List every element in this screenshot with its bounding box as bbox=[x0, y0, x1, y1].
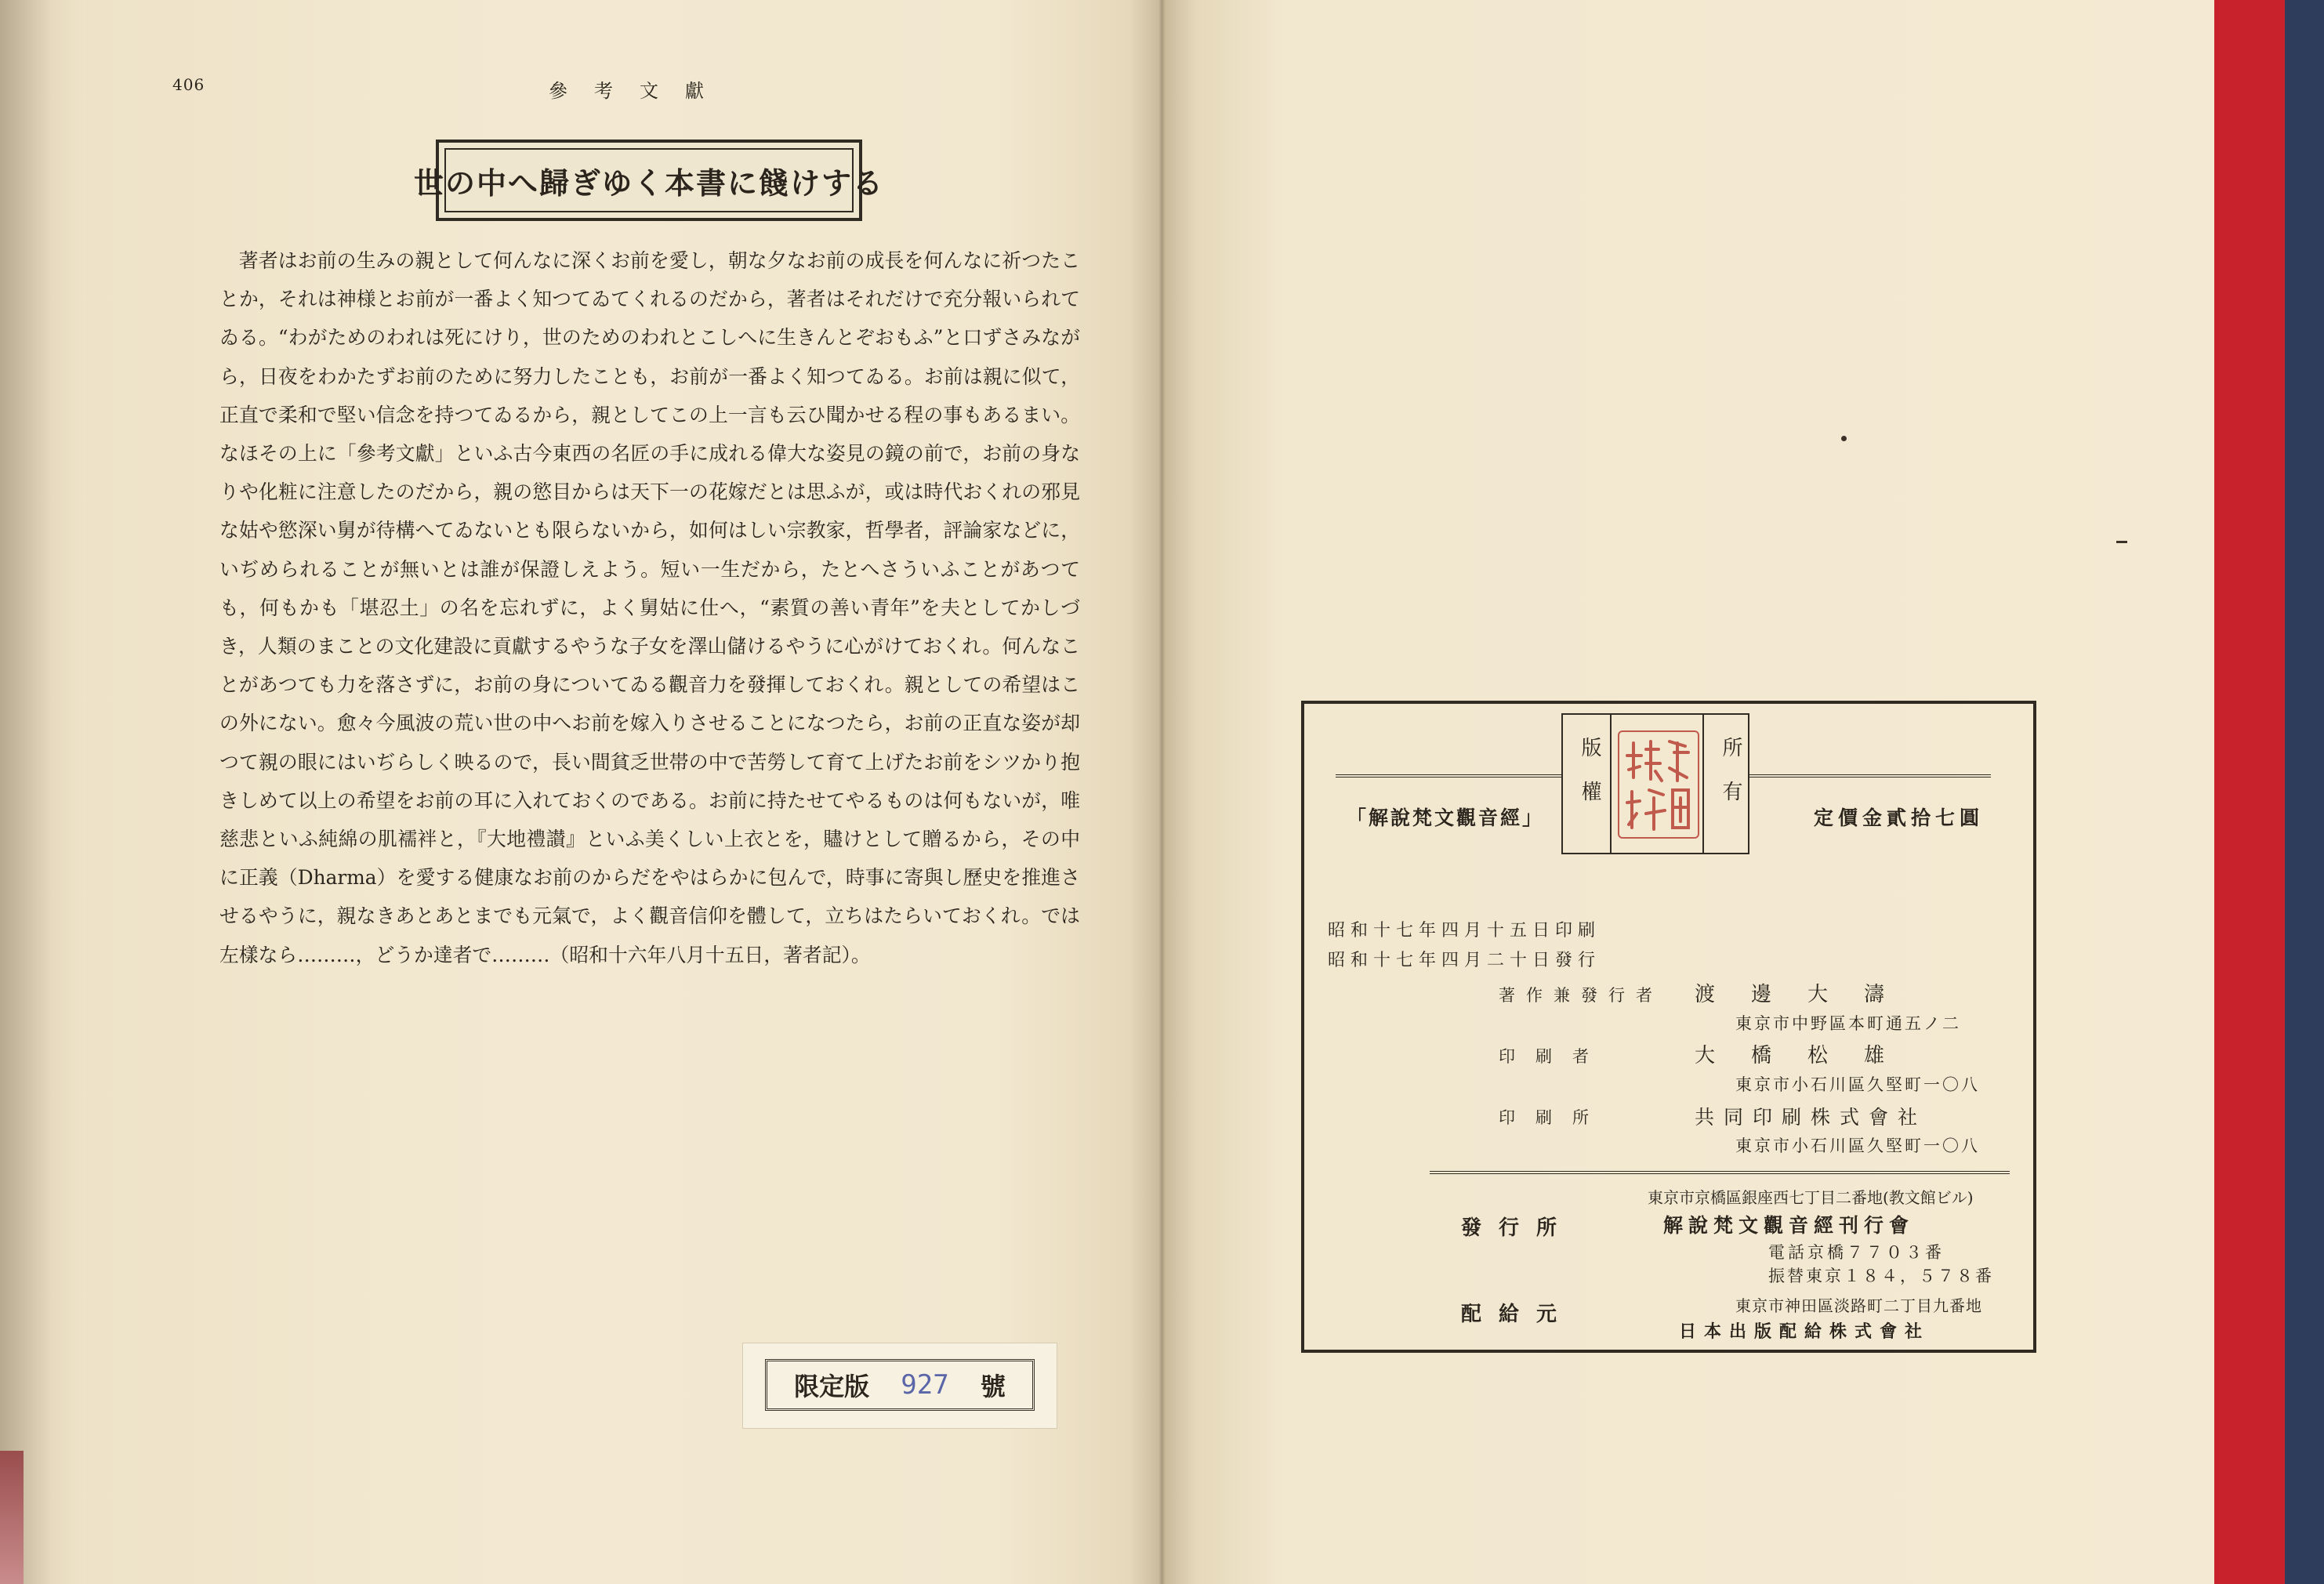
printed-date: 昭和十七年四月十五日印刷 bbox=[1328, 921, 1601, 941]
printshop-label: 印刷所 bbox=[1499, 1108, 1609, 1127]
page-speck bbox=[1841, 436, 1847, 441]
copyright-seal-box bbox=[1561, 713, 1749, 854]
published-date: 昭和十七年四月二十日發行 bbox=[1328, 951, 1601, 970]
limited-edition-number: 927 bbox=[901, 1369, 949, 1401]
page-mark bbox=[2116, 541, 2127, 543]
printer-name: 大橋松雄 bbox=[1695, 1044, 1921, 1067]
limited-edition-suffix: 號 bbox=[980, 1372, 1006, 1401]
copyright-right-text: 所有 bbox=[1719, 737, 1742, 825]
colophon-box bbox=[1301, 701, 2036, 1353]
seal-stamp-icon bbox=[1619, 732, 1698, 837]
red-endpaper bbox=[2214, 0, 2285, 1584]
section-title: 世の中へ歸ぎゆく本書に餞けする bbox=[444, 148, 854, 212]
distributor-address: 東京市神田區淡路町二丁目九番地 bbox=[1735, 1296, 1982, 1315]
distributor-name: 日本出版配給株式會社 bbox=[1679, 1321, 1931, 1342]
distributor-label: 配給元 bbox=[1461, 1303, 1575, 1326]
book-cover-edge-left bbox=[0, 0, 86, 1584]
limited-edition-frame bbox=[765, 1359, 1035, 1411]
publisher-name: 解說梵文觀音經刊行會 bbox=[1663, 1214, 1915, 1237]
publisher-phone: 電話京橋７７０３番 bbox=[1768, 1243, 1945, 1262]
printshop-name: 共同印刷株式會社 bbox=[1695, 1106, 1927, 1129]
printshop-address: 東京市小石川區久堅町一〇八 bbox=[1735, 1136, 1980, 1155]
rule-lower bbox=[1430, 1171, 2010, 1174]
cloth-cover bbox=[2285, 0, 2324, 1584]
copyright-left-text: 版權 bbox=[1578, 737, 1601, 825]
author-address: 東京市中野區本町通五ノ二 bbox=[1735, 1014, 1961, 1033]
author-seal-stamp bbox=[1618, 730, 1699, 839]
rule-upper-right bbox=[1749, 774, 1991, 778]
printer-label: 印刷者 bbox=[1499, 1047, 1609, 1066]
colophon-price: 定價金貳拾七圓 bbox=[1814, 806, 1985, 829]
running-head: 參考文獻 bbox=[549, 80, 731, 102]
title-frame bbox=[414, 140, 885, 221]
limited-edition-text: 限定版 bbox=[794, 1372, 870, 1401]
printer-address: 東京市小石川區久堅町一〇八 bbox=[1735, 1075, 1980, 1094]
publisher-label: 發行所 bbox=[1461, 1216, 1575, 1240]
book-gutter bbox=[1129, 0, 1195, 1584]
publisher-address: 東京市京橋區銀座西七丁目二番地(教文館ビル) bbox=[1648, 1188, 1974, 1207]
author-name: 渡邊大濤 bbox=[1695, 983, 1921, 1006]
dedication-body: 著者はお前の生みの親として何んなに深くお前を愛し，朝な夕なお前の成長を何んなに祈つたことか，それは神様とお前が一番よく知つてゐてくれるのだから，著者はそれだけで充分報いられてゐる。“わがためのわれは死にけり，世のためのわれとこしへに生きんとぞおもふ”と口ずさみながら，日夜をわかたずお前のために努力したことも，お前が一番よく知つてゐる。お前は親に似て，正直で柔和で堅い信念を持つてゐるから，親としてこの上一言も云ひ聞かせる程の事もあるまい。なほその上に「參考文獻」といふ古今東西の名匠の手に成れる偉大な姿見の鏡の前で，お前の身なりや化粧に注意したのだから，親の慾目からは天下一の花嫁だとは思ふが，或は時代おくれの邪見な姑や慾深い舅が待構へてゐないとも限らないから，如何はしい宗教家，哲學者，評論家などに，いぢめられることが無いとは誰が保證しえよう。短い一生だから，たとへさういふことがあつても，何もかも「堪忍土」の名を忘れずに，よく舅姑に仕へ，“素質の善い青年”を夫としてかしづき，人類のまことの文化建設に貢獻するやうな子女を澤山儲けるやうに心がけておくれ。何んなことがあつても力を落さずに，お前の身についてゐる觀音力を發揮しておくれ。親としての希望はこの外にない。愈々今風波の荒い世の中へお前を嫁入りさせることになつたら，お前の正直な姿が却つて親の眼にはいぢらしく映るので，長い間貧乏世帯の中で苦勞して育て上げたお前をシツかり抱きしめて以上の希望をお前の耳に入れておくのである。お前に持たせてやるものは何もないが，唯慈悲といふ純綿の肌襦袢と，『大地禮讃』といふ美くしい上衣とを，贐けとして贈るから，その中に正義（Dharma）を愛する健康なお前のからだをやはらかに包んで，時事に寄與し歷史を推進させるやうに，親なきあとあとまでも元氣で，よく觀音信仰を體して，立ちはたらいておくれ。では左樣なら………，どうか達者で………（昭和十六年八月十五日，著者記）。 bbox=[219, 249, 1080, 966]
author-label: 著作兼發行者 bbox=[1499, 986, 1663, 1005]
limited-edition-label bbox=[743, 1343, 1057, 1428]
colophon-book-title: 「解說梵文觀音經」 bbox=[1347, 806, 1545, 829]
publisher-transfer: 振替東京１８４，５７８番 bbox=[1768, 1267, 1994, 1285]
rule-upper-left bbox=[1336, 774, 1561, 778]
page-number: 406 bbox=[172, 75, 205, 94]
